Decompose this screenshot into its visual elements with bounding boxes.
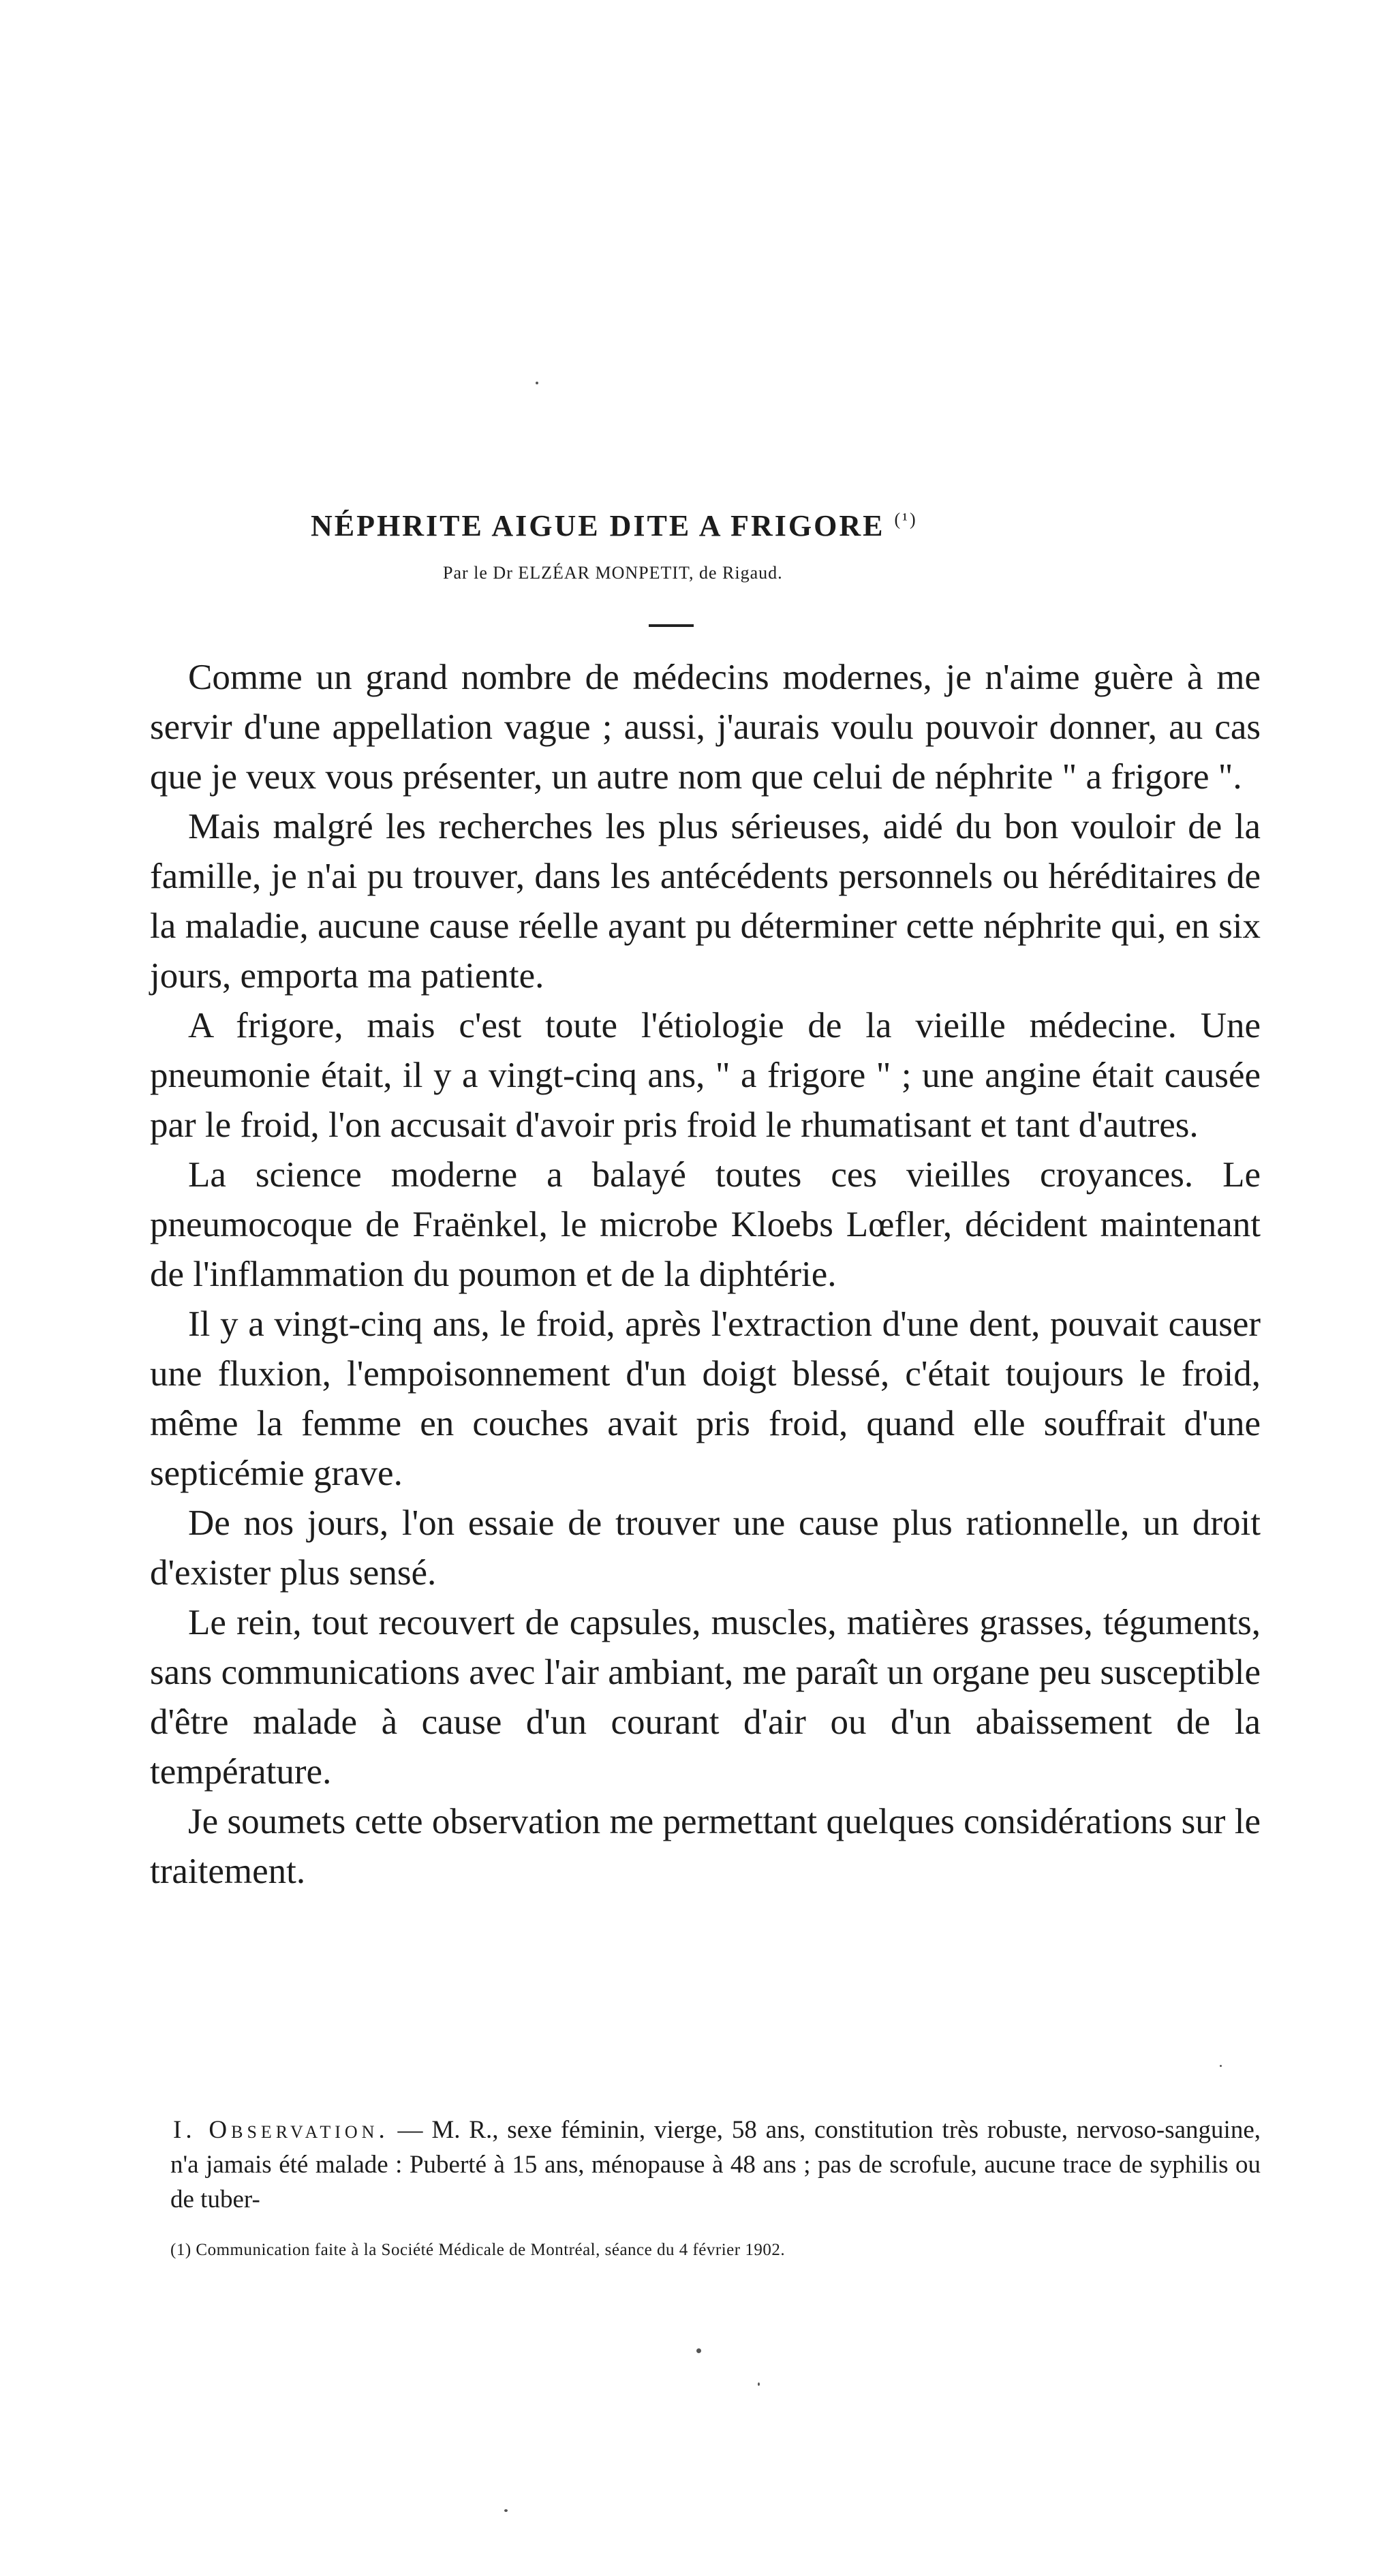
article-body xyxy=(150,653,1261,1897)
paragraph: Le rein, tout recouvert de capsules, muscles, matières grasses, téguments, sans communications avec l'air ambiant, me paraît un organe peu susceptible d'être malade à cause d'un courant d'air ou d'un abaissement de la température. xyxy=(150,1603,1261,1792)
paragraph: Mais malgré les recherches les plus sérieuses, aidé du bon vouloir de la famille, je n'ai pu trouver, dans les antécédents personnels ou héréditaires de la maladie, aucune cause réelle ayant pu déterminer cette néphrite qui, en six jours, emporta ma patiente. xyxy=(150,807,1261,996)
footnote-marker: (¹) xyxy=(894,509,918,530)
article-title-text: NÉPHRITE AIGUE DITE A FRIGORE xyxy=(311,509,885,542)
observation-paragraph xyxy=(170,2113,1261,2217)
title-divider xyxy=(649,624,694,627)
article-byline: Par le Dr ELZÉAR MONPETIT, de Rigaud. xyxy=(443,563,783,583)
paragraph: A frigore, mais c'est toute l'étiologie de la vieille médecine. Une pneumonie était, il y a vingt-cinq ans, " a frigore " ; une angine était causée par le froid, l'on accusait d'avoir pris froid le rhumatisant et tant d'autres. xyxy=(150,1006,1261,1145)
observation-label: I. Observation. xyxy=(173,2116,389,2144)
print-speck xyxy=(696,2348,701,2353)
paragraph: De nos jours, l'on essaie de trouver une cause plus rationnelle, un droit d'exister plus sensé. xyxy=(150,1503,1261,1593)
print-speck xyxy=(1220,2065,1222,2067)
article-title xyxy=(311,508,1108,543)
print-speck xyxy=(758,2382,760,2386)
print-speck xyxy=(504,2509,508,2512)
footnote: (1) Communication faite à la Société Médicale de Montréal, séance du 4 février 1902. xyxy=(170,2241,786,2259)
observation-text: M. R., sexe féminin, vierge, 58 ans, constitution très robuste, nervoso-sanguine, n'a jamais été malade : Puberté à 15 ans, ménopause à 48 ans ; pas de scrofule, aucune trace de syphilis ou de tuber- xyxy=(170,2116,1261,2213)
print-speck xyxy=(536,382,538,384)
paragraph: La science moderne a balayé toutes ces vieilles croyances. Le pneumocoque de Fraënkel, le microbe Kloebs Lœfler, décident maintenant de l'inflammation du poumon et de la diphtérie. xyxy=(150,1155,1261,1294)
paragraph: Je soumets cette observation me permettant quelques considérations sur le traitement. xyxy=(150,1802,1261,1891)
observation-dash: — xyxy=(388,2116,432,2144)
paragraph: Il y a vingt-cinq ans, le froid, après l'extraction d'une dent, pouvait causer une fluxion, l'empoisonnement d'un doigt blessé, c'était toujours le froid, même la femme en couches avait pris froid, quand elle souffrait d'une septicémie grave. xyxy=(150,1304,1261,1493)
paragraph: Comme un grand nombre de médecins modernes, je n'aime guère à me servir d'une appellation vague ; aussi, j'aurais voulu pouvoir donner, au cas que je veux vous présenter, un autre nom que celui de néphrite " a frigore ". xyxy=(150,658,1261,797)
